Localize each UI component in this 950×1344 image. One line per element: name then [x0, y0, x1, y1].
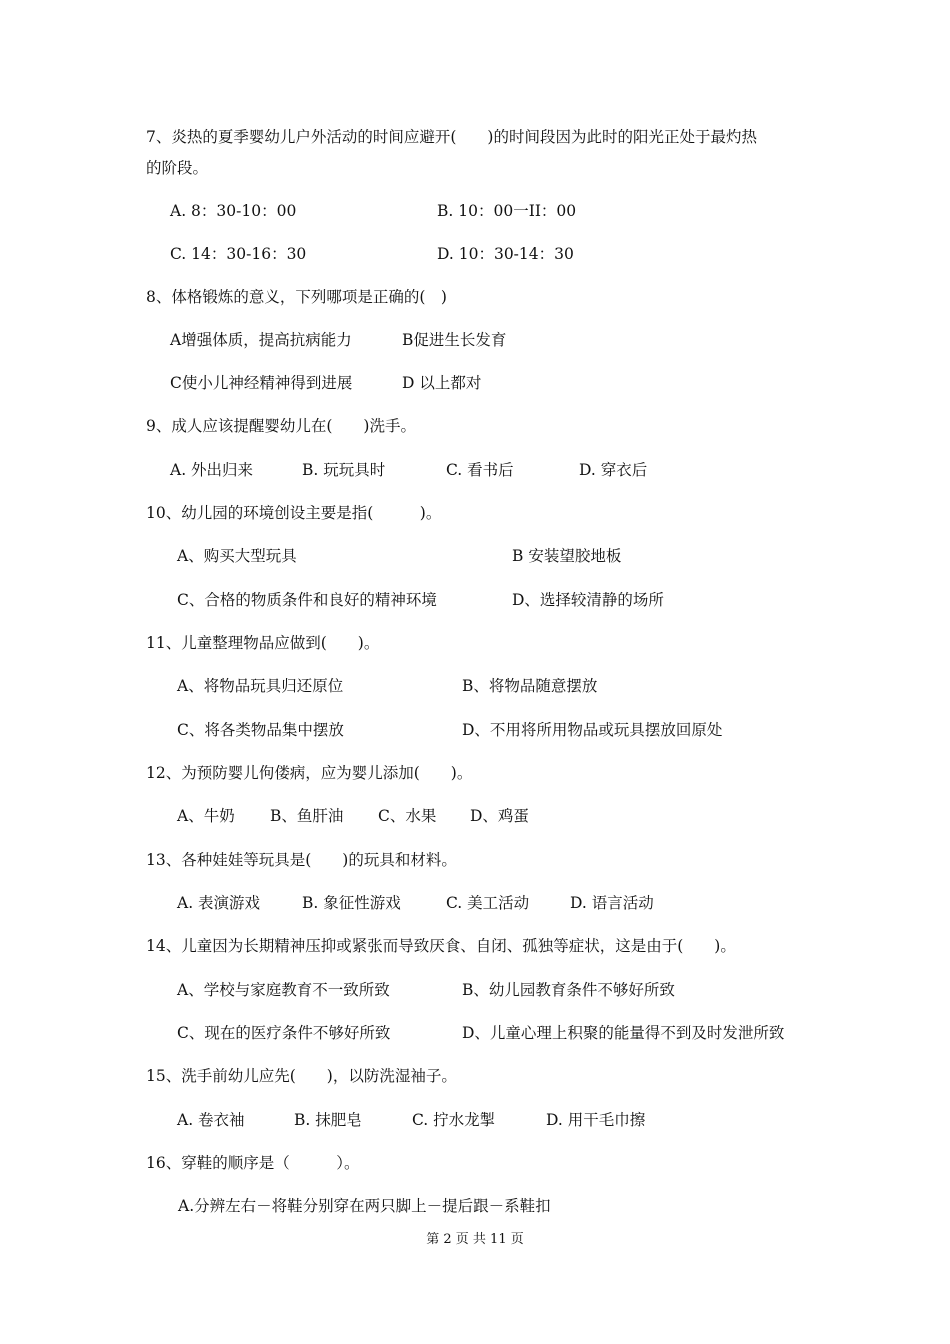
question-10-stem: 10、幼儿园的环境创设主要是指( )。	[146, 504, 442, 522]
question-12-option-b: B、鱼肝油	[270, 807, 344, 825]
question-8-option-a: A增强体质，提高抗病能力	[170, 331, 352, 349]
question-7-option-d: D. 10：30-14：30	[437, 245, 574, 263]
page-number-footer: 第 2 页 共 11 页	[426, 1232, 524, 1247]
question-13-stem: 13、各种娃娃等玩具是( )的玩具和材料。	[146, 851, 457, 869]
question-16-option-a: A.分辨左右－将鞋分别穿在两只脚上－提后跟－系鞋扣	[178, 1197, 551, 1215]
question-9-option-a: A. 外出归来	[170, 461, 254, 479]
question-13-option-c: C. 美工活动	[446, 894, 530, 912]
question-7-stem-line1: 7、炎热的夏季婴幼儿户外活动的时间应避开( )的时间段因为此时的阳光正处于最灼热	[146, 128, 757, 146]
question-11-option-b: B、将物品随意摆放	[462, 677, 598, 695]
question-15-option-b: B. 抹肥皂	[294, 1111, 362, 1129]
question-16-stem: 16、穿鞋的顺序是（ ）。	[146, 1154, 360, 1172]
question-8-stem: 8、体格锻炼的意义，下列哪项是正确的( )	[146, 288, 447, 306]
question-7-option-b: B. 10：00一II：00	[437, 202, 577, 220]
question-10-option-a: A、购买大型玩具	[177, 547, 297, 565]
question-12-option-a: A、牛奶	[177, 807, 235, 825]
question-14-option-a: A、学校与家庭教育不一致所致	[177, 981, 390, 999]
question-13-option-d: D. 语言活动	[570, 894, 654, 912]
question-8-option-c: C使小儿神经精神得到进展	[170, 374, 353, 392]
question-15-option-a: A. 卷衣袖	[177, 1111, 245, 1129]
question-9-option-d: D. 穿衣后	[579, 461, 648, 479]
question-8-option-d: D 以上都对	[402, 374, 482, 392]
question-12-option-d: D、鸡蛋	[470, 807, 529, 825]
question-11-option-c: C、将各类物品集中摆放	[177, 721, 344, 739]
question-7-option-a: A. 8：30-10：00	[170, 202, 297, 220]
question-9-option-c: C. 看书后	[446, 461, 514, 479]
question-11-option-d: D、不用将所用物品或玩具摆放回原处	[462, 721, 723, 739]
question-10-option-d: D、选择较清静的场所	[512, 591, 664, 609]
question-12-stem: 12、为预防婴儿佝偻病，应为婴儿添加( )。	[146, 764, 473, 782]
question-13-option-a: A. 表演游戏	[177, 894, 261, 912]
question-12-option-c: C、水果	[378, 807, 437, 825]
question-10-option-c: C、合格的物质条件和良好的精神环境	[177, 591, 437, 609]
question-14-option-b: B、幼儿园教育条件不够好所致	[462, 981, 675, 999]
question-10-option-b: B 安装望胶地板	[512, 547, 622, 565]
question-9-stem: 9、成人应该提醒婴幼儿在( )洗手。	[146, 417, 416, 435]
question-15-option-d: D. 用干毛巾擦	[546, 1111, 646, 1129]
question-9-option-b: B. 玩玩具时	[302, 461, 386, 479]
question-14-stem: 14、儿童因为长期精神压抑或紧张而导致厌食、自闭、孤独等症状，这是由于( )。	[146, 937, 736, 955]
question-11-option-a: A、将物品玩具归还原位	[177, 677, 344, 695]
question-15-option-c: C. 拧水龙掣	[412, 1111, 496, 1129]
question-7-option-c: C. 14：30-16：30	[170, 245, 307, 263]
question-15-stem: 15、洗手前幼儿应先( )，以防洗湿袖子。	[146, 1067, 457, 1085]
question-14-option-d: D、儿童心理上积聚的能量得不到及时发泄所致	[462, 1024, 785, 1042]
question-8-option-b: B促进生长发育	[402, 331, 507, 349]
question-11-stem: 11、儿童整理物品应做到( )。	[146, 634, 380, 652]
question-13-option-b: B. 象征性游戏	[302, 894, 401, 912]
question-7-stem-line2: 的阶段。	[146, 159, 209, 177]
question-14-option-c: C、现在的医疗条件不够好所致	[177, 1024, 391, 1042]
